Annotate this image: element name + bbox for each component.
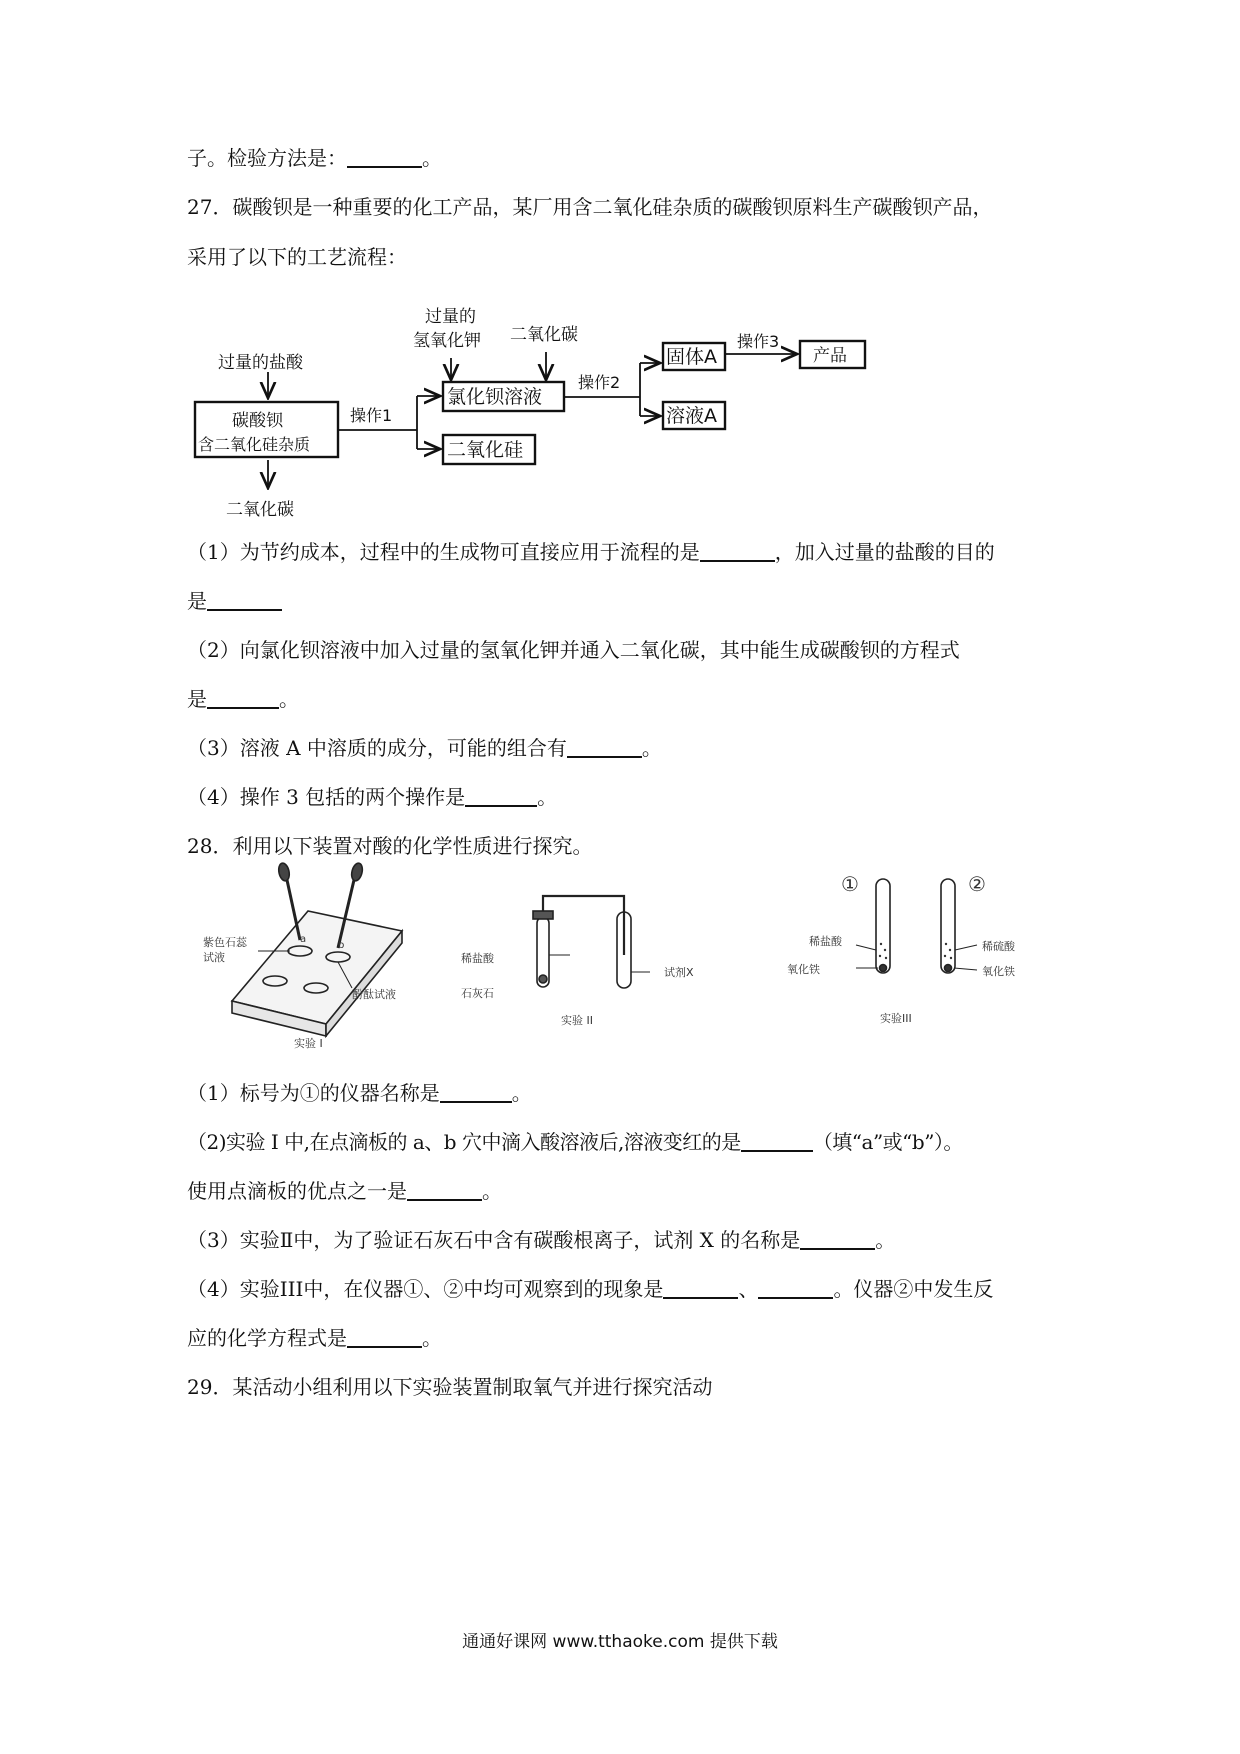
text-segment: 。 bbox=[511, 1081, 532, 1105]
text-segment: 子。检验方法是： bbox=[187, 146, 347, 170]
label-operation-3: 操作3 bbox=[737, 332, 780, 351]
text-segment: 。 bbox=[422, 146, 442, 170]
text-segment: （填“a”或“b”）。 bbox=[812, 1130, 963, 1154]
label-sio2-impurity: 含二氧化硅杂质 bbox=[198, 435, 311, 454]
q28-sub1 bbox=[187, 1079, 532, 1107]
text-segment: 是 bbox=[187, 687, 207, 711]
q28-sub2-cont bbox=[187, 1177, 502, 1205]
label-instrument-2: ② bbox=[968, 872, 986, 896]
question-27-stem: 27．碳酸钡是一种重要的化工产品，某厂用含二氧化硅杂质的碳酸钡原料生产碳酸钡产品， bbox=[187, 195, 993, 219]
text-segment: 使用点滴板的优点之一是 bbox=[187, 1179, 407, 1203]
label-limestone: 石灰石 bbox=[461, 987, 494, 1000]
text-segment: 。 bbox=[537, 785, 558, 809]
answer-blank[interactable] bbox=[663, 1277, 738, 1299]
label-product: 产品 bbox=[813, 346, 847, 366]
q28-sub4-cont bbox=[187, 1324, 442, 1352]
text-segment: 。仪器②中发生反 bbox=[833, 1277, 994, 1301]
label-litmus-solution: 试液 bbox=[203, 951, 225, 964]
label-solution-a: 溶液A bbox=[666, 405, 717, 427]
label-reagent-x: 试剂X bbox=[664, 966, 694, 979]
label-iron-oxide-2: 氧化铁 bbox=[982, 965, 1015, 978]
q28-sub4 bbox=[187, 1275, 993, 1303]
label-solid-a: 固体A bbox=[666, 346, 717, 368]
q28-sub2 bbox=[187, 1128, 963, 1156]
text-segment: （1）标号为①的仪器名称是 bbox=[187, 1081, 440, 1105]
text-segment: （2)实验 I 中,在点滴板的 a、b 穴中滴入酸溶液后,溶液变红的是 bbox=[187, 1130, 741, 1154]
answer-blank[interactable] bbox=[758, 1277, 833, 1299]
label-barium-carbonate: 碳酸钡 bbox=[232, 411, 283, 431]
label-phenolphthalein: 酚酞试液 bbox=[352, 988, 396, 1001]
text-segment: 是 bbox=[187, 589, 207, 613]
label-co2-input: 二氧化碳 bbox=[510, 325, 578, 345]
label-litmus: 紫色石蕊 bbox=[203, 936, 247, 949]
q28-sub3 bbox=[187, 1226, 895, 1254]
text-segment: 。 bbox=[422, 1326, 442, 1350]
label-operation-2: 操作2 bbox=[578, 373, 621, 392]
text-segment: 。 bbox=[641, 736, 662, 760]
text-segment: （3）溶液 A 中溶质的成分，可能的组合有 bbox=[187, 736, 567, 760]
page-footer: 通通好课网 www.tthaoke.com 提供下载 bbox=[462, 1632, 778, 1652]
text-segment: 。 bbox=[875, 1228, 896, 1252]
label-koh: 氢氧化钾 bbox=[413, 331, 481, 351]
label-instrument-1: ① bbox=[841, 872, 859, 896]
answer-blank[interactable] bbox=[800, 1228, 875, 1250]
q27-sub2: （2）向氯化钡溶液中加入过量的氢氧化钾并通入二氧化碳，其中能生成碳酸钡的方程式 bbox=[187, 638, 960, 662]
answer-blank[interactable] bbox=[347, 1326, 422, 1348]
text-segment: （1）为节约成本，过程中的生成物可直接应用于流程的是 bbox=[187, 540, 700, 564]
text-segment: （4）实验III中，在仪器①、②中均可观察到的现象是 bbox=[187, 1277, 664, 1301]
label-excess-hcl: 过量的盐酸 bbox=[218, 353, 303, 373]
question-27-stem-cont: 采用了以下的工艺流程： bbox=[187, 245, 407, 269]
answer-blank[interactable] bbox=[440, 1081, 512, 1103]
text-segment: ，加入过量的盐酸的目的 bbox=[774, 540, 995, 564]
label-excess: 过量的 bbox=[425, 307, 476, 327]
label-dilute-h2so4: 稀硫酸 bbox=[982, 940, 1015, 953]
text-segment: 、 bbox=[738, 1277, 759, 1301]
text-segment: 。 bbox=[482, 1179, 502, 1203]
label-dilute-hcl: 稀盐酸 bbox=[461, 952, 494, 965]
text-segment: （3）实验Ⅱ中，为了验证石灰石中含有碳酸根离子，试剂 X 的名称是 bbox=[187, 1228, 801, 1252]
caption-experiment-2: 实验 II bbox=[561, 1014, 593, 1027]
caption-experiment-1: 实验 I bbox=[294, 1037, 323, 1050]
question-28-stem: 28．利用以下装置对酸的化学性质进行探究。 bbox=[187, 834, 593, 858]
label-dilute-hcl-3: 稀盐酸 bbox=[809, 935, 842, 948]
text-segment: （4）操作 3 包括的两个操作是 bbox=[187, 785, 466, 809]
answer-blank[interactable] bbox=[407, 1179, 482, 1201]
answer-blank[interactable] bbox=[741, 1130, 813, 1152]
label-bacl2-solution: 氯化钡溶液 bbox=[447, 386, 543, 408]
label-well-a: a bbox=[300, 934, 307, 945]
label-iron-oxide-1: 氧化铁 bbox=[787, 963, 820, 976]
label-co2-output: 二氧化碳 bbox=[226, 500, 294, 520]
text-segment: 。 bbox=[279, 687, 299, 711]
text-segment: 应的化学方程式是 bbox=[187, 1326, 347, 1350]
label-sio2: 二氧化硅 bbox=[447, 439, 524, 461]
label-well-b: b bbox=[338, 940, 345, 951]
question-29-stem: 29．某活动小组利用以下实验装置制取氧气并进行探究活动 bbox=[187, 1375, 713, 1399]
label-operation-1: 操作1 bbox=[350, 406, 393, 425]
caption-experiment-3: 实验III bbox=[880, 1012, 912, 1025]
